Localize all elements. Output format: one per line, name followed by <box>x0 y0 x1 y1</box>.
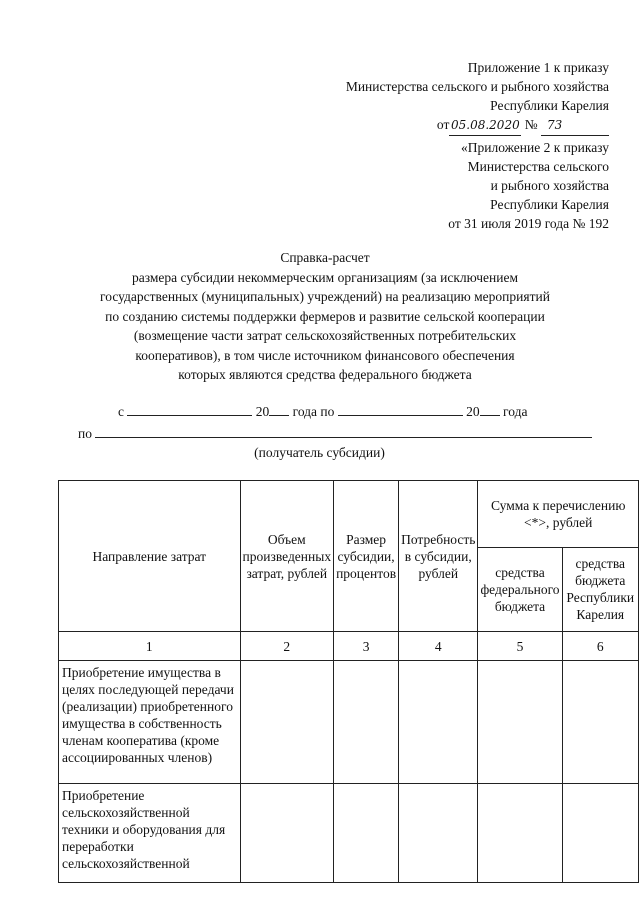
document-title <box>60 248 590 385</box>
appendix-2-line3: и рыбного хозяйства <box>490 178 609 193</box>
table-row <box>59 661 639 784</box>
appendix-2-line5: от 31 июля 2019 года № 192 <box>448 216 609 231</box>
column-number-row <box>59 632 639 661</box>
recipient-line <box>78 425 592 442</box>
column-number: 6 <box>562 632 638 661</box>
handwritten-date: 05.08.2020 <box>449 116 521 136</box>
header-regional: средства бюджета Республики Карелия <box>562 547 638 631</box>
table-cell[interactable] <box>240 661 334 784</box>
year-prefix-2: 20 <box>466 404 480 419</box>
appendix-1-line2: Министерства сельского и рыбного хозяйства <box>345 79 609 94</box>
table-cell[interactable] <box>478 784 562 883</box>
appendix-2-line1: «Приложение 2 к приказу <box>461 140 609 155</box>
title-line4: по созданию системы поддержки фермеров и развитие сельской кооперации <box>105 308 545 324</box>
title-line5: (возмещение части затрат сельскохозяйственных потребительских <box>133 328 517 343</box>
table-cell[interactable] <box>334 661 399 784</box>
appendix-1-line1: Приложение 1 к приказу <box>467 60 609 75</box>
period-line <box>118 403 527 420</box>
start-year-blank[interactable] <box>269 403 289 416</box>
end-year-blank[interactable] <box>480 403 500 416</box>
header-need: Потребность в субсидии, рублей <box>399 481 478 632</box>
appendix-2-line4: Республики Карелия <box>490 197 609 212</box>
from-prefix: от <box>436 117 450 132</box>
appendix-2-header <box>448 138 609 233</box>
table-cell[interactable] <box>399 784 478 883</box>
year-prefix-1: 20 <box>255 404 270 419</box>
header-federal: средства федерального бюджета <box>478 547 562 631</box>
recipient-blank[interactable] <box>95 425 592 438</box>
title-line7: которых являются средства федерального бюджета <box>178 367 472 382</box>
table-cell[interactable] <box>240 784 334 883</box>
appendix-2-line2: Министерства сельского <box>467 159 609 174</box>
column-number: 2 <box>240 632 334 661</box>
header-rate: Размер субсидии, процентов <box>334 481 399 632</box>
recipient-caption: (получатель субсидии) <box>254 445 385 460</box>
column-number: 3 <box>334 632 399 661</box>
end-date-blank[interactable] <box>338 403 463 416</box>
handwritten-number: 73 <box>541 116 609 136</box>
table-cell[interactable] <box>399 661 478 784</box>
period-from-label: с <box>118 404 124 419</box>
title-line3: государственных (муниципальных) учреждений) на реализацию мероприятий <box>100 289 550 304</box>
period-to-label: года по <box>292 404 335 419</box>
table-cell[interactable] <box>562 661 638 784</box>
column-number: 5 <box>478 632 562 661</box>
appendix-1-line3: Республики Карелия <box>490 98 609 113</box>
title-line1: Справка-расчет <box>280 250 370 265</box>
row-label: Приобретение имущества в целях последующей передачи (реализации) приобретенного имущества в собственность членам кооператива (кроме ассоциированных членов) <box>59 661 241 784</box>
appendix-1-header <box>346 58 609 136</box>
table-cell[interactable] <box>478 661 562 784</box>
start-date-blank[interactable] <box>127 403 252 416</box>
calculation-table <box>58 480 639 883</box>
title-line6: кооперативов), в том числе источником финансового обеспечения <box>135 347 515 363</box>
header-amount: Сумма к перечислению <*>, рублей <box>478 481 639 548</box>
appendix-1-order-line <box>437 115 609 136</box>
title-line2: размера субсидии некоммерческим организациям (за исключением <box>131 269 518 285</box>
column-number: 4 <box>399 632 478 661</box>
table-cell[interactable] <box>334 784 399 883</box>
header-direction: Направление затрат <box>59 481 241 632</box>
year-word: года <box>503 404 528 419</box>
column-number: 1 <box>59 632 241 661</box>
number-prefix: № <box>524 117 538 132</box>
recipient-prefix: по <box>78 426 92 441</box>
row-label: Приобретение сельскохозяйственной техники и оборудования для переработки сельскохозяйственной <box>59 784 241 883</box>
table-cell[interactable] <box>562 784 638 883</box>
table-row <box>59 784 639 883</box>
header-volume: Объем произведенных затрат, рублей <box>240 481 334 632</box>
